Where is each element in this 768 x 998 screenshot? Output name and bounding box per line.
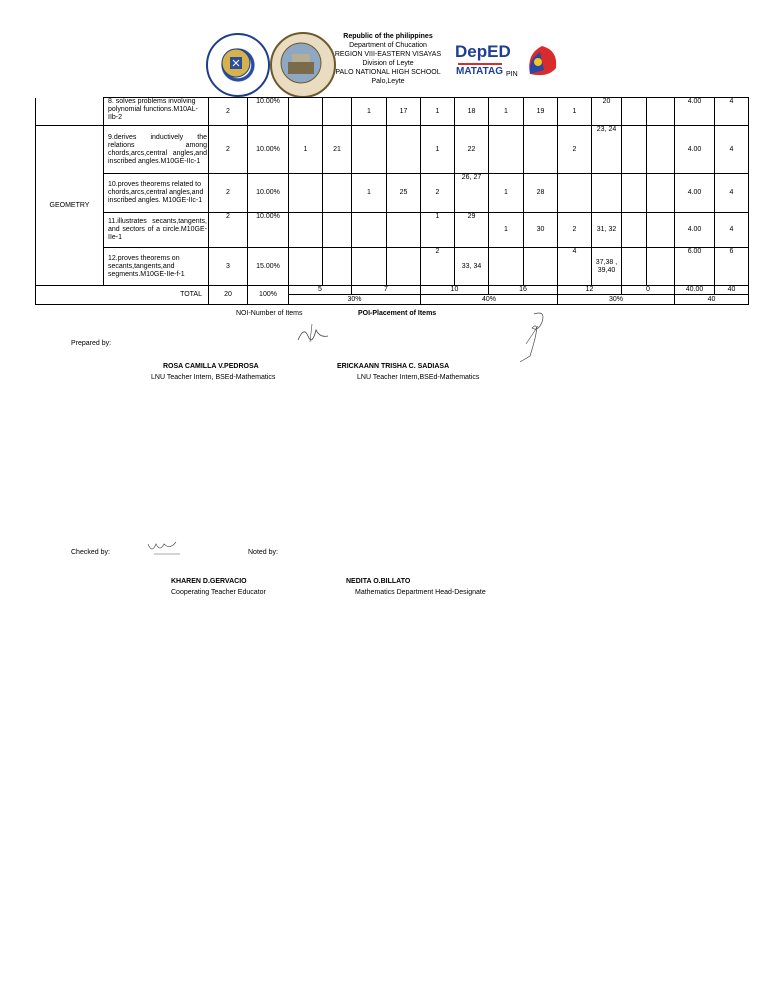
table-row xyxy=(36,174,749,213)
cell: 1 xyxy=(421,213,455,248)
preparer-2-name: ERICKAANN TRISHA C. SADIASA xyxy=(337,363,450,370)
cell xyxy=(647,213,675,248)
cell: 4 xyxy=(558,248,592,286)
matatag-wordmark: MATATAG xyxy=(456,66,504,77)
deped-wordmark: DepED xyxy=(455,42,511,61)
cell xyxy=(289,174,323,213)
total-apply: 10 xyxy=(421,286,489,295)
cell xyxy=(622,126,647,174)
cell xyxy=(323,174,352,213)
tos-table xyxy=(35,97,749,305)
total-cell: 4.00 xyxy=(675,98,715,126)
cell: 17 xyxy=(387,98,421,126)
cell: 1 xyxy=(489,98,524,126)
cell xyxy=(323,213,352,248)
preparer-1-role: LNU Teacher Intern, BSEd-Mathematics xyxy=(151,374,276,381)
cell: 25 xyxy=(387,174,421,213)
cell: 2 xyxy=(558,126,592,174)
legend-poi: POI-Placement of Items xyxy=(358,310,437,317)
total-evaluate: 12 xyxy=(558,286,622,295)
group-difficult-pct: 30% xyxy=(558,295,675,305)
cell xyxy=(323,98,352,126)
cell xyxy=(352,213,387,248)
cell xyxy=(592,174,622,213)
group-average-pct: 40% xyxy=(421,295,558,305)
items-cell: 4 xyxy=(715,98,749,126)
cell xyxy=(647,174,675,213)
group-easy-pct: 30% xyxy=(289,295,421,305)
cell xyxy=(622,174,647,213)
cell: 28 xyxy=(524,174,558,213)
pin-label: PIN xyxy=(506,71,518,78)
total-cell: 4.00 xyxy=(675,213,715,248)
legend-noi: NOI-Number of Items xyxy=(236,310,303,317)
competency-cell: 8. solves problems involving polynomial functions.M10AL-IIb-2 xyxy=(104,98,209,126)
header-region: REGION VIII-EASTERN VISAYAS xyxy=(334,51,442,58)
cell: 1 xyxy=(421,126,455,174)
header-division: Division of Leyte xyxy=(362,60,414,67)
cell xyxy=(524,248,558,286)
subject-cell: GEOMETRY xyxy=(36,126,104,286)
cell: 26, 27 xyxy=(455,174,489,213)
header-republic: Republic of the philippines xyxy=(343,33,433,40)
total-pct: 100% xyxy=(248,286,289,305)
cell: 1 xyxy=(289,126,323,174)
noi-cell: 3 xyxy=(209,248,248,286)
total-items: 40 xyxy=(715,286,749,295)
noi-cell: 2 xyxy=(209,98,248,126)
pct-cell: 10.00% xyxy=(248,213,289,248)
matatag-underline xyxy=(458,63,502,65)
total-row-top xyxy=(36,286,749,295)
total-create: 0 xyxy=(622,286,675,295)
cell xyxy=(352,248,387,286)
signature-sadiasa xyxy=(512,308,552,364)
preparer-2-role: LNU Teacher Intern,BSEd-Mathematics xyxy=(357,374,480,381)
total-cell: 4.00 xyxy=(675,174,715,213)
competency-cell: 12.proves theorems on secants,tangents,and segments.M10GE-IIe-f-1 xyxy=(104,248,209,286)
cell xyxy=(352,126,387,174)
table-row xyxy=(36,213,749,248)
preparer-1-name: ROSA CAMILLA V.PEDROSA xyxy=(163,363,259,370)
cell: 19 xyxy=(524,98,558,126)
table-row xyxy=(36,248,749,286)
deped-seal-logo xyxy=(206,33,270,97)
cell xyxy=(387,213,421,248)
items-cell: 4 xyxy=(715,126,749,174)
total-label: TOTAL xyxy=(36,286,209,305)
competency-cell: 9.derives inductively the relations among chords,arcs,central angles,and inscribed angles.M10GE-IIc-1 xyxy=(104,126,209,174)
cell xyxy=(647,126,675,174)
cell xyxy=(647,248,675,286)
header-address: Palo,Leyte xyxy=(371,78,405,85)
pct-cell: 15.00% xyxy=(248,248,289,286)
checker-role: Cooperating Teacher Educator xyxy=(171,589,266,596)
noter-name: NEDITA O.BILLATO xyxy=(346,578,411,585)
noi-cell: 2 xyxy=(209,126,248,174)
total-cell: 4.00 xyxy=(675,126,715,174)
cell: 30 xyxy=(524,213,558,248)
group-total-items: 40 xyxy=(675,295,749,305)
table-row xyxy=(36,98,749,126)
prepared-by-label: Prepared by: xyxy=(71,340,112,347)
cell: 1 xyxy=(352,174,387,213)
items-cell: 6 xyxy=(715,248,749,286)
cell: 21 xyxy=(323,126,352,174)
signature-pedrosa xyxy=(294,320,334,346)
cell: 20 xyxy=(592,98,622,126)
cell: 33, 34 xyxy=(455,248,489,286)
header-school: PALO NATIONAL HIGH SCHOOL xyxy=(335,69,441,76)
pct-cell: 10.00% xyxy=(248,174,289,213)
cell xyxy=(622,213,647,248)
cell xyxy=(489,126,524,174)
cell: 23, 24 xyxy=(592,126,622,174)
cell xyxy=(558,174,592,213)
cell xyxy=(489,248,524,286)
cell: 2 xyxy=(558,213,592,248)
cell: 1 xyxy=(558,98,592,126)
noter-role: Mathematics Department Head-Designate xyxy=(355,589,486,596)
cell xyxy=(289,248,323,286)
cell: 18 xyxy=(455,98,489,126)
checked-by-label: Checked by: xyxy=(71,549,110,556)
noted-by-label: Noted by: xyxy=(248,549,278,556)
table-row xyxy=(36,126,749,174)
competency-cell: 10.proves theorems related to chords,arcs,central angles,and inscribed angles. M10GE-IIc-1 xyxy=(104,174,209,213)
header-department: Department of Chucation xyxy=(349,42,427,49)
cell: 37,38 , 39,40 xyxy=(592,248,622,286)
noi-cell: 2 xyxy=(209,174,248,213)
cell xyxy=(289,213,323,248)
cell: 2 xyxy=(421,248,455,286)
cell: 1 xyxy=(352,98,387,126)
cell: 22 xyxy=(455,126,489,174)
pct-cell: 10.00% xyxy=(248,126,289,174)
total-analyze: 16 xyxy=(489,286,558,295)
cell: 1 xyxy=(421,98,455,126)
total-sum: 40.00 xyxy=(675,286,715,295)
cell: 29 xyxy=(455,213,489,248)
subject-cell-empty xyxy=(36,98,104,126)
cell xyxy=(647,98,675,126)
cell xyxy=(323,248,352,286)
cell: 1 xyxy=(489,174,524,213)
cell xyxy=(387,248,421,286)
philippine-flag-logo xyxy=(522,40,560,80)
cell xyxy=(622,98,647,126)
competency-cell: 11.illustrates secants,tangents, and sectors of a circle.M10GE-IIe-1 xyxy=(104,213,209,248)
pct-cell: 10.00% xyxy=(248,98,289,126)
cell xyxy=(289,98,323,126)
cell: 2 xyxy=(421,174,455,213)
noi-cell: 2 xyxy=(209,213,248,248)
items-cell: 4 xyxy=(715,174,749,213)
items-cell: 4 xyxy=(715,213,749,248)
cell: 1 xyxy=(489,213,524,248)
checker-name: KHAREN D.GERVACIO xyxy=(171,578,247,585)
header-text-block xyxy=(322,32,454,86)
cell: 31, 32 xyxy=(592,213,622,248)
cell xyxy=(387,126,421,174)
cell xyxy=(524,126,558,174)
signature-gervacio xyxy=(146,536,186,558)
total-understand: 7 xyxy=(352,286,421,295)
total-remember: 5 xyxy=(289,286,352,295)
cell xyxy=(622,248,647,286)
total-noi: 20 xyxy=(209,286,248,305)
total-cell: 6.00 xyxy=(675,248,715,286)
